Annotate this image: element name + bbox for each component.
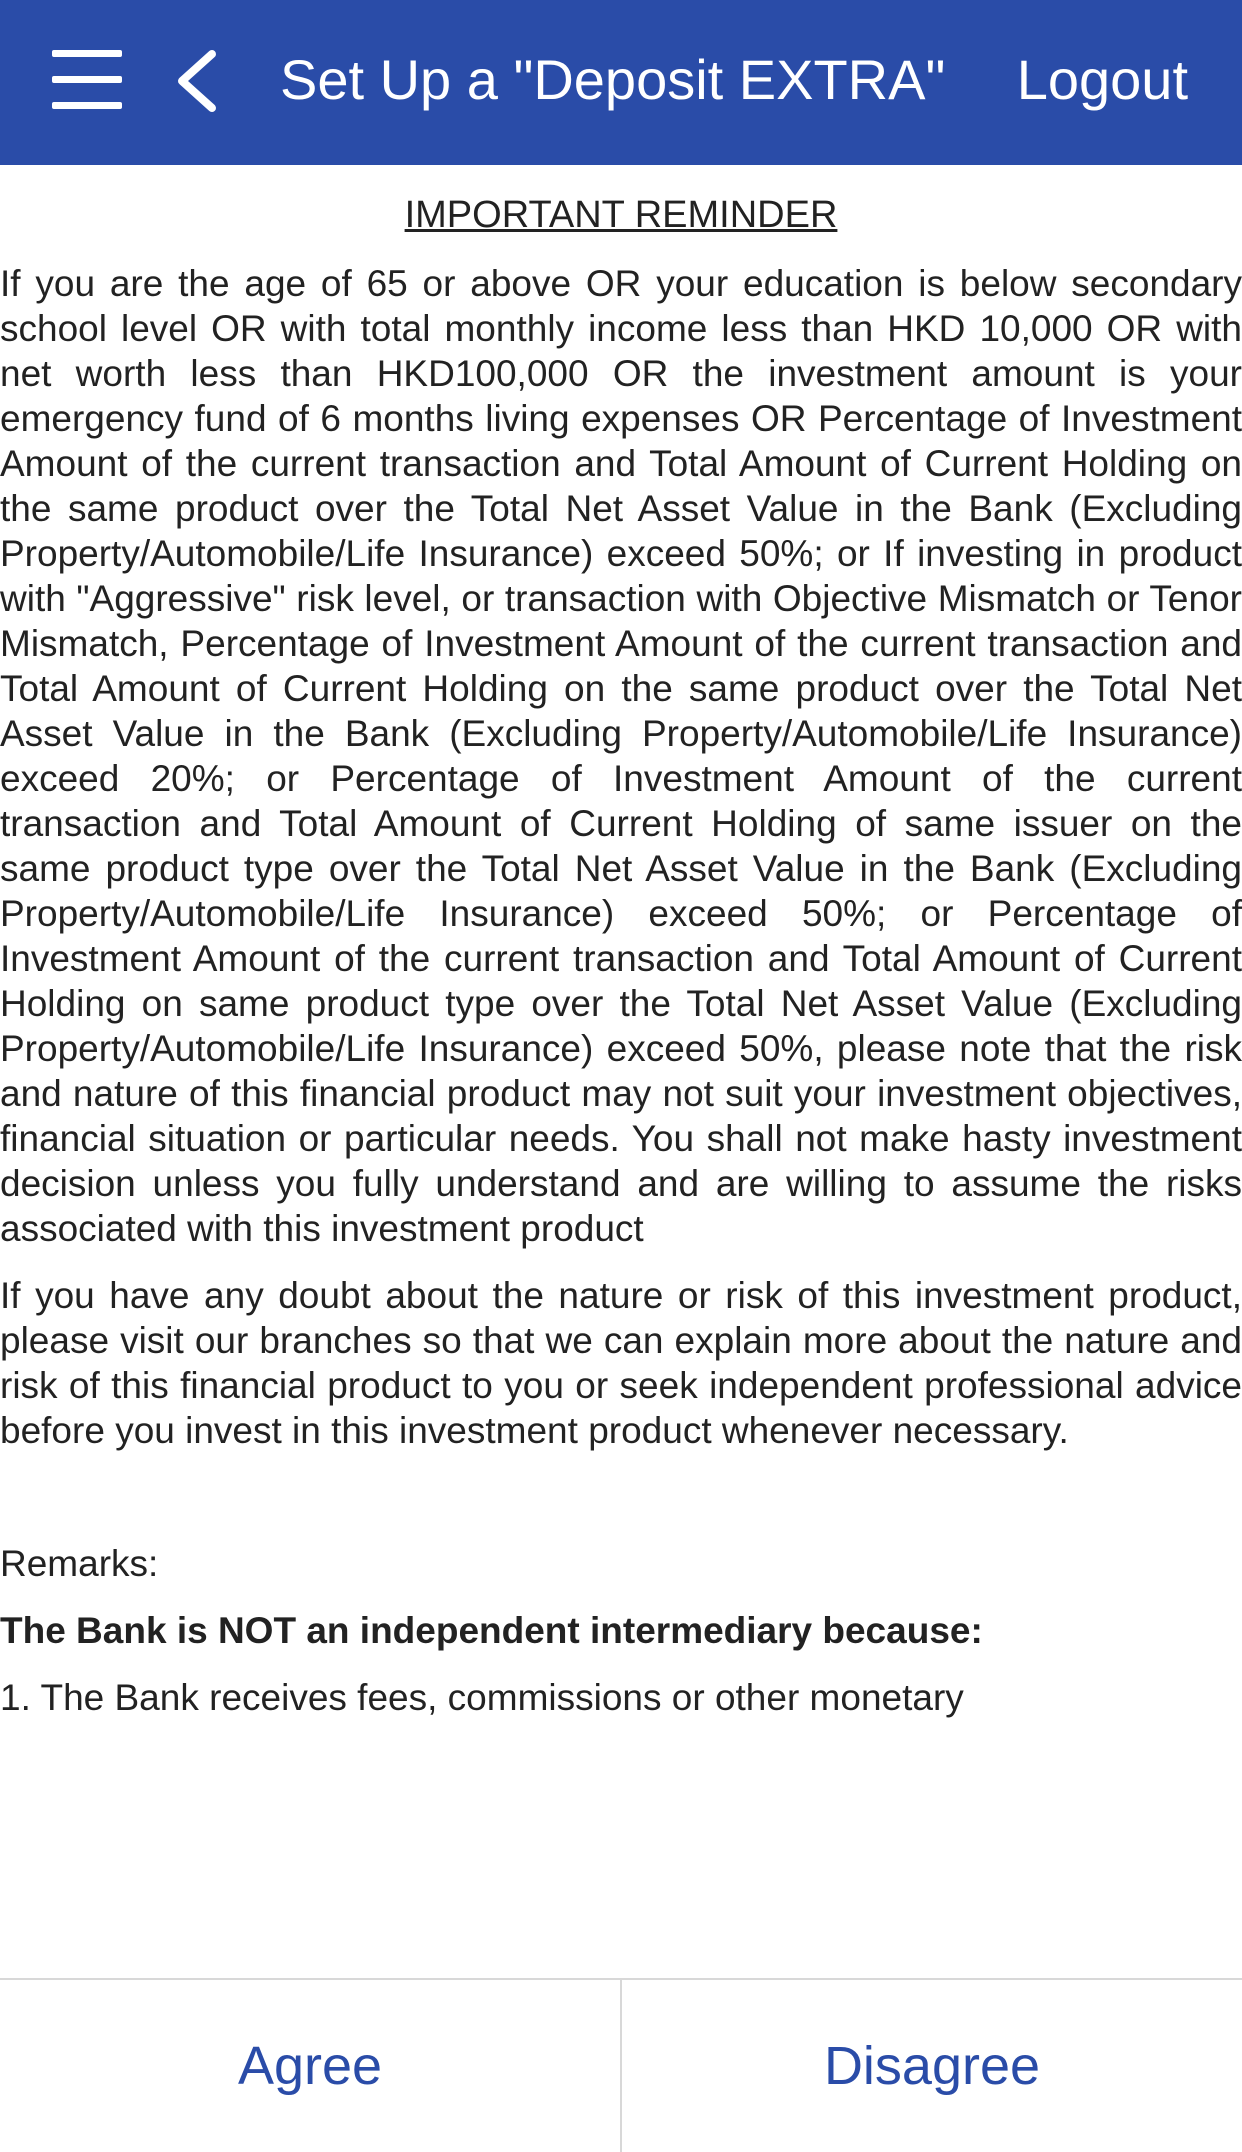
reminder-paragraph-2: If you have any doubt about the nature or risk of this investment product, please visit our branches so that we can explain more about the nature and risk of this financial product to you or seek independent professional advice before you invest in this investment product whenever necessary. bbox=[0, 1275, 1242, 1451]
remarks-label: Remarks: bbox=[0, 1543, 159, 1584]
remarks-item-1: 1. The Bank receives fees, commissions or other monetary bbox=[0, 1677, 964, 1718]
reminder-content[interactable] bbox=[0, 165, 1242, 1978]
hamburger-menu-icon[interactable] bbox=[52, 50, 122, 110]
disagree-button[interactable]: Disagree bbox=[823, 2036, 1041, 2096]
logout-button[interactable]: Logout bbox=[1016, 48, 1188, 111]
page-title: Set Up a "Deposit EXTRA" bbox=[280, 48, 946, 111]
agree-button[interactable]: Agree bbox=[237, 2036, 383, 2096]
app-header bbox=[0, 0, 1242, 165]
reminder-paragraph-1: If you are the age of 65 or above OR your education is below secondary school level OR with total monthly income less than HKD 10,000 OR with net worth less than HKD100,000 OR the investment amount is your emergency fund of 6 months living expenses OR Percentage of Investment Amount of the current transaction and Total Amount of Current Holding on the same product over the Total Net Asset Value in the Bank (Excluding Property/Automobile/Life Insurance) exceed 50%; or If investing in product with "Aggressive" risk level, or transaction with Objective Mismatch or Tenor Mismatch, Percentage of Investment Amount of the current transaction and Total Amount of Current Holding on the same product over the Total Net Asset Value in the Bank (Excluding Property/Automobile/Life Insurance) exceed 20%; or Percentage of Investment Amount of the current transaction and Total Amount of Current Holding of same issuer on the same product type over the Total Net Asset Value in the Bank (Excluding Property/Automobile/Life Insurance) exceed 50%; or Percentage of Investment Amount of the current transaction and Total Amount of Current Holding on same product type over the Total Net Asset Value (Excluding Property/Automobile/Life Insurance) exceed 50%, please note that the risk and nature of this financial product may not suit your investment objectives, financial situation or particular needs. You shall not make hasty investment decision unless you fully understand and are willing to assume the risks associated with this investment product bbox=[0, 263, 1242, 1249]
action-footer bbox=[0, 1978, 1242, 2152]
chevron-left-icon[interactable] bbox=[168, 48, 228, 114]
bank-intermediary-statement: The Bank is NOT an independent intermediary because: bbox=[0, 1610, 983, 1651]
reminder-title: IMPORTANT REMINDER bbox=[404, 194, 838, 236]
